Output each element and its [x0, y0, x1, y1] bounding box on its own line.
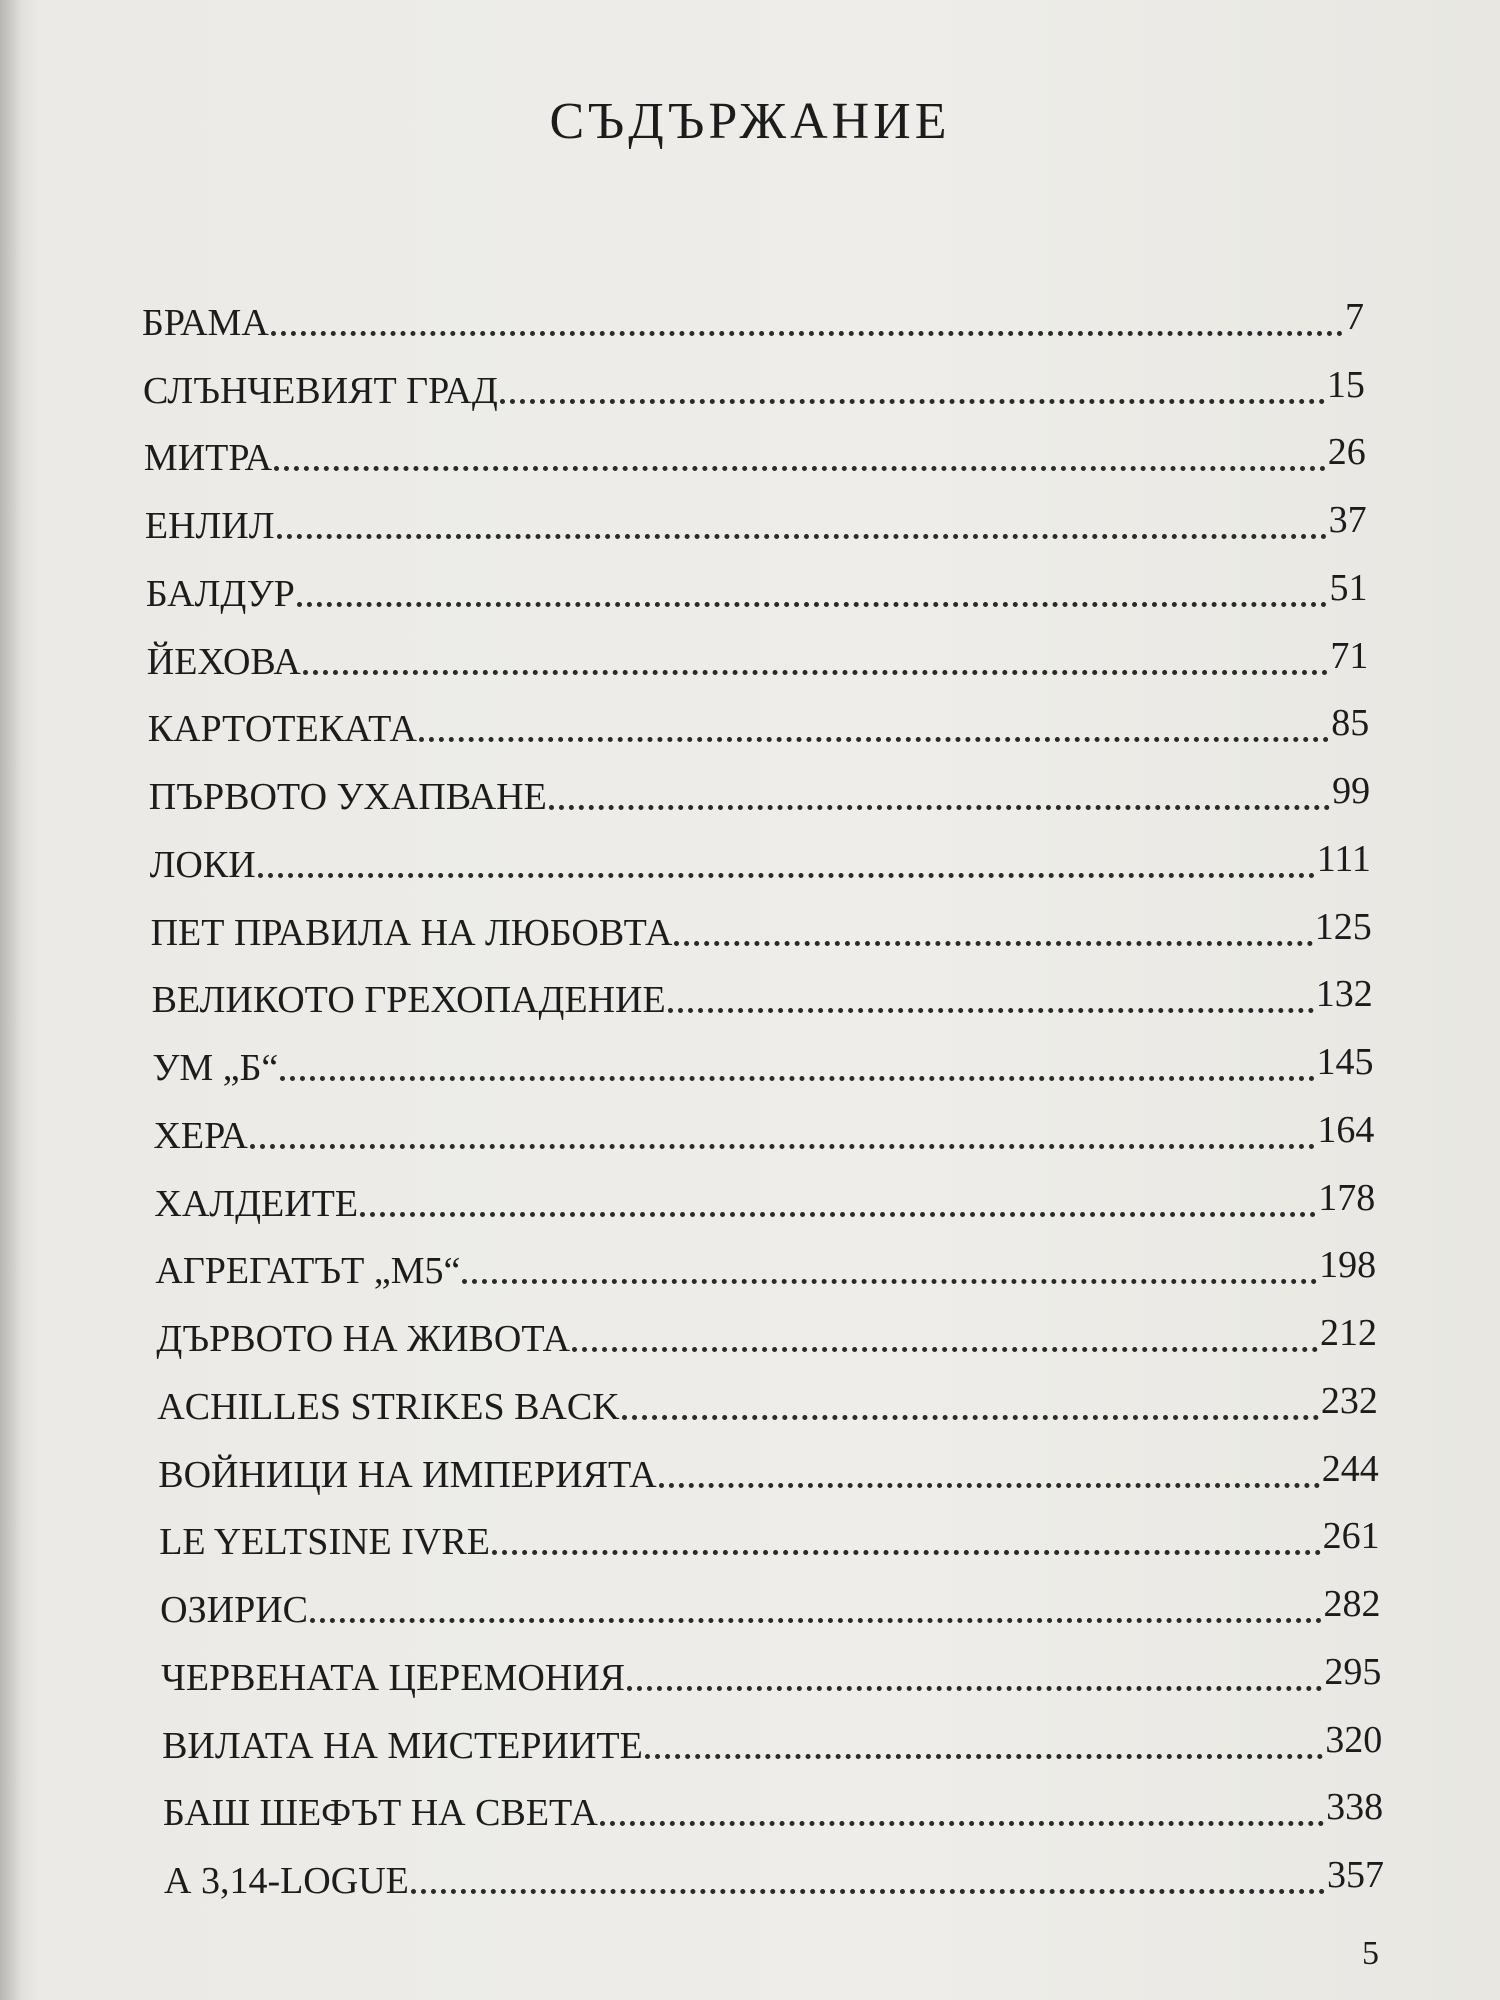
toc-entry-page: 295	[1324, 1650, 1382, 1693]
toc-entry	[161, 1645, 1381, 1697]
toc-entry	[143, 425, 1366, 480]
toc-entry-page: 338	[1326, 1786, 1384, 1829]
toc-entry	[163, 1780, 1384, 1835]
toc-entry-page: 261	[1322, 1515, 1380, 1558]
dot-leader	[250, 1144, 1316, 1149]
toc-entry-title: ОЗИРИС	[160, 1589, 309, 1632]
toc-entry-title: ПЕТ ПРАВИЛА НА ЛЮБОВТА	[150, 911, 673, 954]
toc-entry-page: 85	[1331, 702, 1370, 745]
toc-entry	[162, 1713, 1382, 1765]
toc-entry-title: ACHILLES STRIKES BACK	[157, 1385, 620, 1428]
toc-entry	[150, 832, 1371, 884]
toc-entry-title: УМ „Б“	[152, 1047, 279, 1090]
toc-entry-page: 164	[1317, 1108, 1375, 1151]
toc-entry	[156, 1306, 1378, 1361]
dot-leader	[645, 1754, 1323, 1759]
toc-entry	[154, 1171, 1375, 1223]
toc-entry-title: А 3,14-LOGUE	[164, 1860, 409, 1902]
toc-entry-title: ХЕРА	[153, 1114, 248, 1157]
toc-entry-page: 132	[1315, 973, 1373, 1016]
toc-entry	[151, 967, 1373, 1022]
dot-leader	[303, 670, 1329, 675]
toc-entry-page: 232	[1320, 1379, 1378, 1422]
toc-entry-title: МИТРА	[143, 437, 273, 480]
toc-entry-title: ВОЙНИЦИ НА ИМПЕРИЯТА	[158, 1453, 657, 1496]
toc-entry-title: ЛОКИ	[149, 843, 256, 886]
toc-entry	[158, 1442, 1379, 1494]
toc-entry	[152, 1035, 1374, 1090]
toc-entry-title: БАШ ШЕФЪТ НА СВЕТА	[163, 1792, 598, 1835]
toc-entry-page: 282	[1323, 1583, 1381, 1626]
toc-entry-page: 7	[1345, 296, 1364, 338]
toc-entry-title: ВЕЛИКОТО ГРЕХОПАДЕНИЕ	[151, 979, 666, 1022]
toc-entry	[157, 1374, 1378, 1426]
dot-leader	[419, 737, 1329, 742]
dot-leader	[271, 331, 1343, 336]
toc-entry	[151, 900, 1372, 952]
dot-leader	[258, 873, 1315, 878]
dot-leader	[462, 1279, 1317, 1284]
toc-entry-title: LE YELTSINE IVRE	[159, 1521, 490, 1564]
dot-leader	[659, 1483, 1320, 1488]
dot-leader	[549, 805, 1330, 810]
dot-leader	[500, 399, 1325, 404]
toc-entry	[146, 561, 1368, 613]
toc-entry-page: 125	[1314, 905, 1372, 948]
toc-entry	[142, 290, 1364, 342]
dot-leader	[297, 602, 1328, 607]
toc-entry-title: ДЪРВОТО НА ЖИВОТА	[156, 1318, 571, 1361]
dot-leader	[310, 1618, 1322, 1623]
toc-entry-title: ЕНЛИЛ	[144, 505, 275, 548]
dot-leader	[600, 1821, 1324, 1826]
toc-entry-title: БАЛДУР	[145, 572, 295, 615]
dot-leader	[668, 1008, 1314, 1013]
toc-entry-page: 198	[1319, 1244, 1377, 1287]
dot-leader	[280, 1076, 1314, 1081]
toc-entry-title: БРАМА	[142, 302, 269, 344]
toc-entry-page: 37	[1328, 499, 1367, 542]
dot-leader	[674, 941, 1312, 946]
toc-entry-page: 145	[1316, 1041, 1374, 1084]
dot-leader	[411, 1889, 1325, 1894]
dot-leader	[360, 1212, 1316, 1217]
toc-entry-page: 111	[1316, 837, 1371, 880]
dot-leader	[274, 466, 1326, 471]
toc-entry-title: ЙЕХОВА	[146, 640, 301, 683]
toc-entry-title: ПЪРВОТО УХАПВАНЕ	[148, 776, 547, 819]
toc-entry-page: 51	[1329, 566, 1368, 609]
toc-entry-title: АГРЕГАТЪТ „М5“	[155, 1250, 461, 1293]
toc-entry	[144, 493, 1367, 548]
page-number: 5	[1362, 1935, 1379, 1972]
toc-entry-page: 26	[1327, 431, 1366, 474]
toc-entry-page: 71	[1330, 634, 1369, 677]
toc-entry-title: ХАЛДЕИТЕ	[154, 1182, 359, 1225]
toc-entry-page: 357	[1327, 1854, 1384, 1896]
toc-entry	[147, 696, 1370, 751]
dot-leader	[492, 1550, 1321, 1555]
toc-entry	[143, 358, 1365, 410]
toc-entry	[155, 1238, 1377, 1293]
toc-entry	[159, 1509, 1380, 1564]
toc-entry-page: 320	[1325, 1718, 1383, 1761]
toc-entry	[148, 764, 1371, 819]
toc-entry-page: 178	[1318, 1176, 1376, 1219]
dot-leader	[622, 1415, 1319, 1420]
toc-entry-page: 99	[1332, 770, 1371, 813]
toc-entry	[164, 1848, 1384, 1900]
toc-entry-title: СЛЪНЧЕВИЯТ ГРАД	[142, 369, 498, 412]
page-title: СЪДЪРЖАНИЕ	[549, 93, 951, 150]
toc-entry-page: 15	[1326, 363, 1365, 406]
toc-entry-page: 212	[1320, 1312, 1378, 1355]
dot-leader	[627, 1686, 1322, 1691]
toc-entry	[153, 1103, 1374, 1155]
toc-entry	[147, 629, 1369, 681]
dot-leader	[277, 534, 1327, 539]
toc-entry-page: 244	[1321, 1447, 1379, 1490]
toc-entry	[160, 1577, 1381, 1632]
dot-leader	[572, 1347, 1318, 1352]
toc-entry-title: КАРТОТЕКАТА	[147, 708, 417, 751]
toc-entry-title: ЧЕРВЕНАТА ЦЕРЕМОНИЯ	[161, 1656, 625, 1699]
toc-entry-title: ВИЛАТА НА МИСТЕРИИТЕ	[162, 1724, 643, 1767]
